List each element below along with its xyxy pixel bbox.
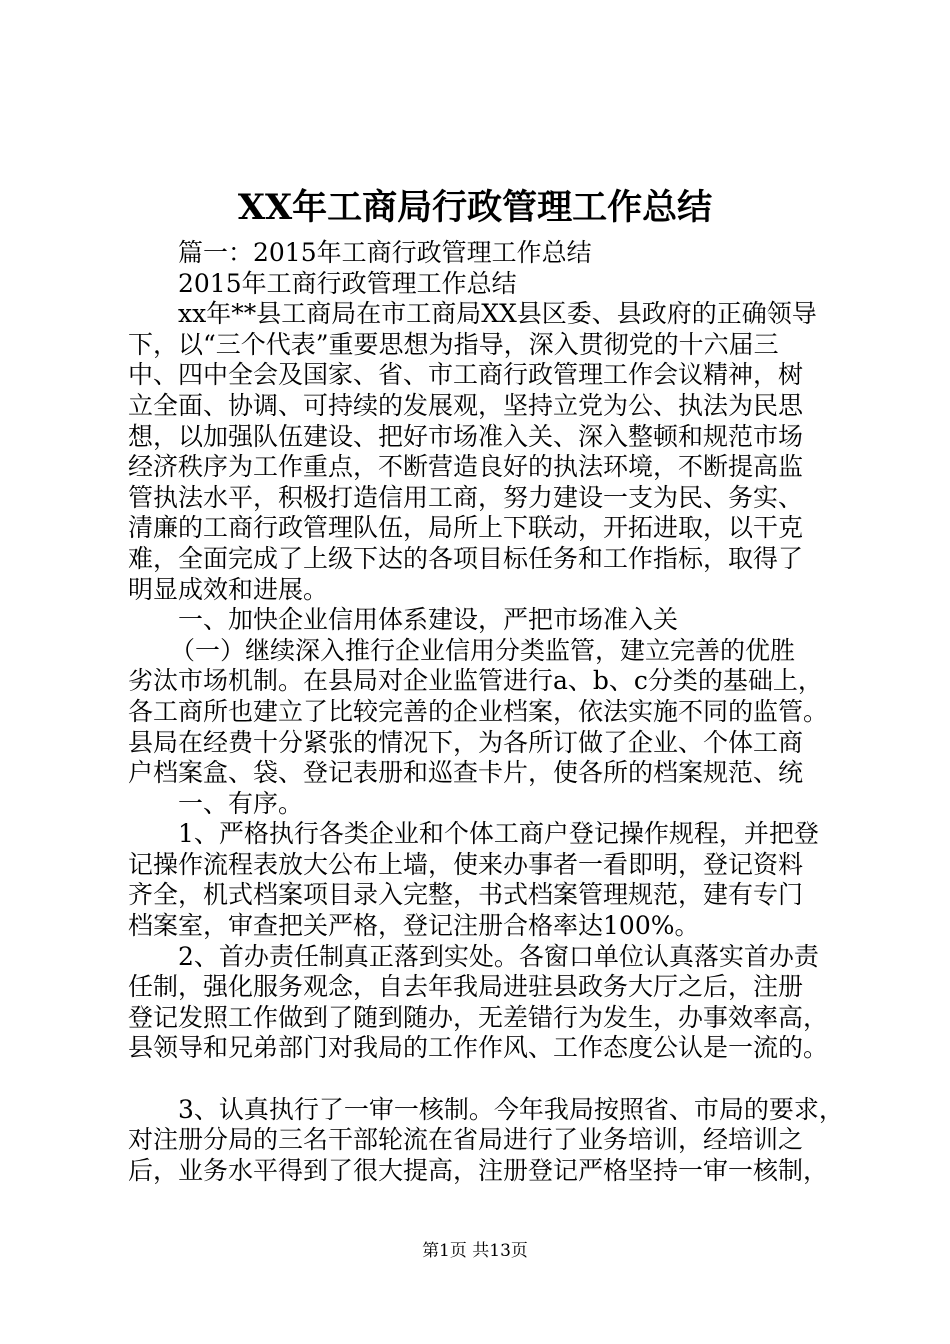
text-line: 一、有序。 [178, 788, 304, 818]
text-line: 齐全，机式档案项目录入完整，书式档案管理规范，建有专门 [128, 880, 804, 910]
text-line: 1、严格执行各类企业和个体工商户登记操作规程，并把登 [178, 819, 819, 849]
text-line: 档案室，审查把关严格，登记注册合格率达100%。 [128, 911, 700, 941]
text-line: 难，全面完成了上级下达的各项目标任务和工作指标，取得了 [128, 543, 804, 573]
text-line: 后，业务水平得到了很大提高，注册登记严格坚持一审一核制， [128, 1155, 829, 1185]
page-footer: 第1页 共13页 [422, 1241, 528, 1261]
text-line: xx年**县工商局在市工商局XX县区委、县政府的正确领导 [178, 299, 817, 329]
text-line: 篇一：2015年工商行政管理工作总结 [178, 238, 592, 267]
text-line: 清廉的工商行政管理队伍，局所上下联动，开拓进取，以干克 [128, 513, 804, 543]
text-line: 立全面、协调、可持续的发展观，坚持立党为公、执法为民思 [128, 390, 804, 420]
text-line: 对注册分局的三名干部轮流在省局进行了业务培训，经培训之 [128, 1125, 804, 1155]
text-line: 明显成效和进展。 [128, 574, 329, 604]
text-line: 想，以加强队伍建设、把好市场准入关、深入整顿和规范市场 [128, 421, 804, 451]
text-line: 2015年工商行政管理工作总结 [178, 268, 517, 298]
text-line: 2、首办责任制真正落到实处。各窗口单位认真落实首办责 [178, 941, 819, 971]
blank-line [128, 1064, 840, 1095]
text-line: 经济秩序为工作重点，不断营造良好的执法环境，不断提高监 [128, 452, 804, 482]
document-title: XX年工商局行政管理工作总结 [237, 187, 713, 228]
text-line: 下，以“三个代表”重要思想为指导，深入贯彻党的十六届三 [128, 329, 779, 359]
text-line: 任制，强化服务观念，自去年我局进驻县政务大厅之后，注册 [128, 972, 804, 1002]
text-line: 3、认真执行了一审一核制。今年我局按照省、市局的要求， [178, 1094, 844, 1124]
text-line: 记操作流程表放大公布上墙，使来办事者一看即明，登记资料 [128, 849, 804, 879]
text-line: 管执法水平，积极打造信用工商，努力建设一支为民、务实、 [128, 482, 804, 512]
text-line: 县局在经费十分紧张的情况下，为各所订做了企业、个体工商 [128, 727, 804, 757]
document-body [128, 238, 844, 1186]
text-line: 一、加快企业信用体系建设，严把市场准入关 [178, 605, 679, 635]
text-line: 各工商所也建立了比较完善的企业档案，依法实施不同的监管。 [128, 696, 829, 726]
text-line: 县领导和兄弟部门对我局的工作作风、工作态度公认是一流的。 [128, 1033, 829, 1063]
text-line: 户档案盒、袋、登记表册和巡查卡片，使各所的档案规范、统 [128, 758, 804, 788]
text-line: 登记发照工作做到了随到随办，无差错行为发生，办事效率高， [128, 1002, 829, 1032]
text-line: 劣汰市场机制。在县局对企业监管进行a、b、c分类的基础上， [128, 666, 823, 696]
text-line: （一）继续深入推行企业信用分类监管，建立完善的优胜 [170, 635, 796, 665]
text-line: 中、四中全会及国家、省、市工商行政管理工作会议精神，树 [128, 360, 804, 390]
